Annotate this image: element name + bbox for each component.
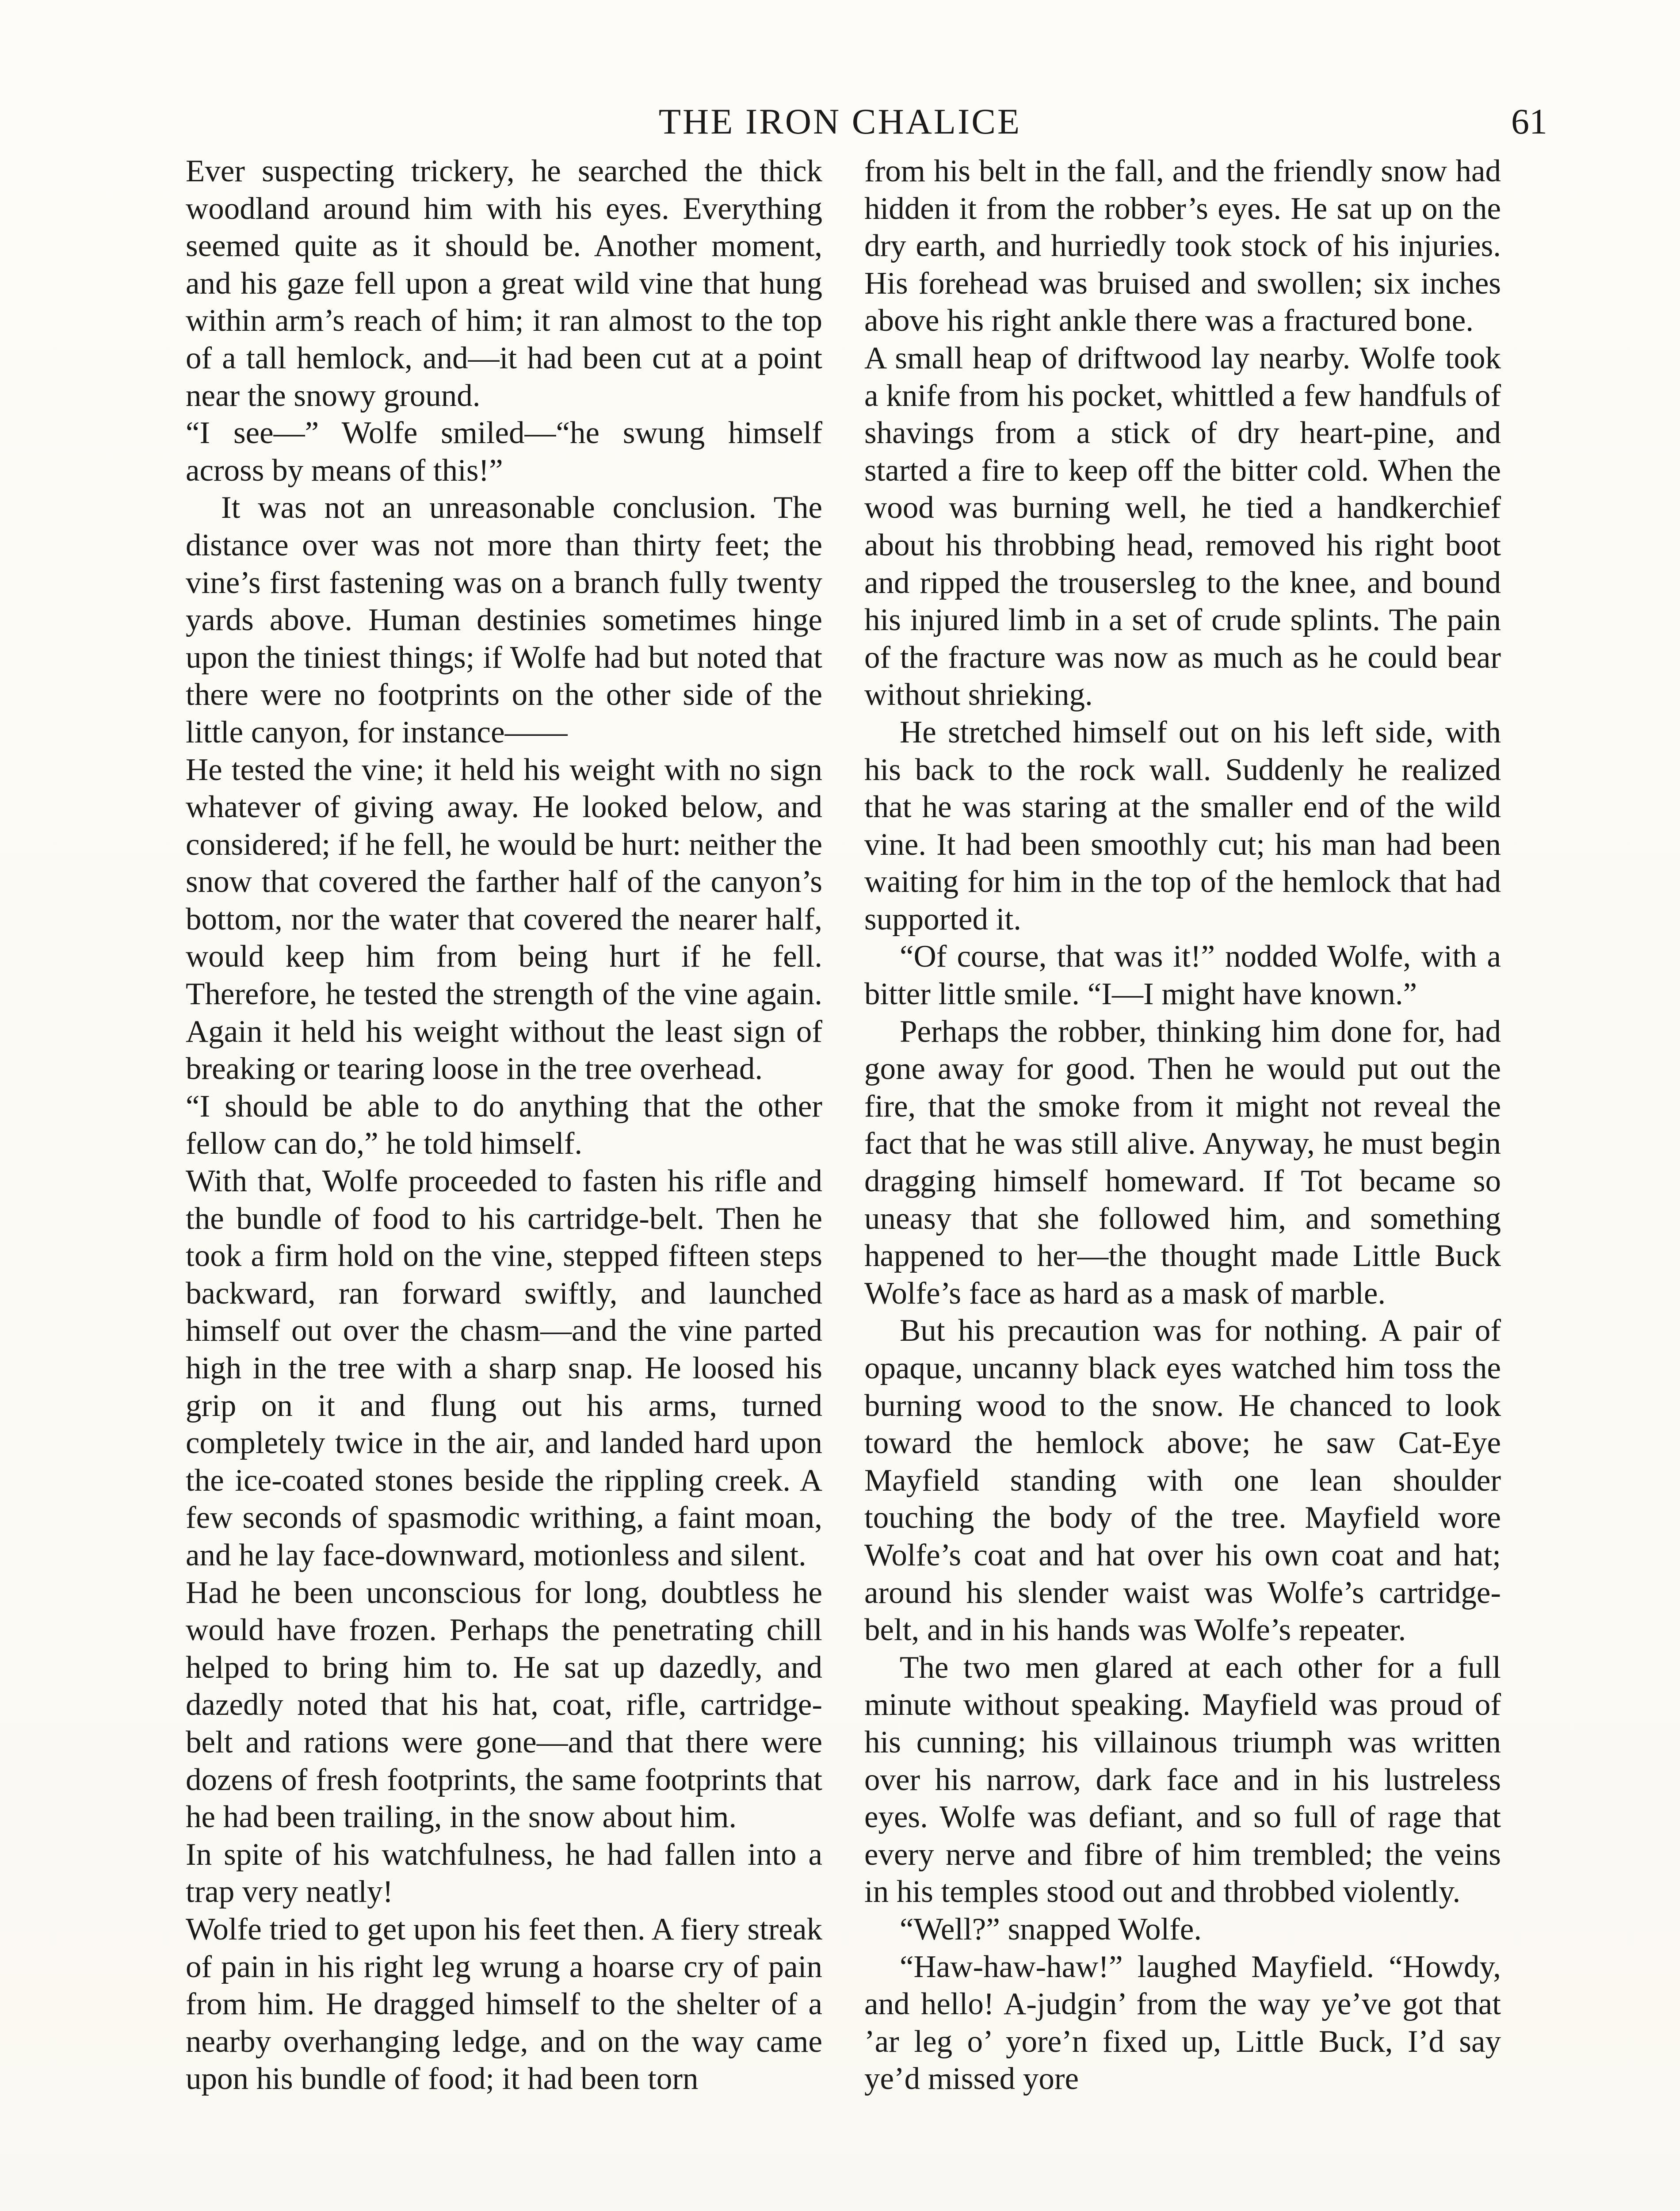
- running-header: [0, 95, 1680, 148]
- paragraph: “I see—” Wolfe smiled—“he swung himself across by means of this!”: [186, 416, 822, 488]
- paragraph: Wolfe tried to get upon his feet then. A fiery streak of pain in his right leg wrung a hoarse cry of pain from him. He dragged himself to the shelter of a nearby overhanging ledge, and on the way came upon his bundle of food; it had been torn: [186, 1912, 822, 2096]
- paragraph: In spite of his watchfulness, he had fallen into a trap very neatly!: [186, 1837, 822, 1909]
- paragraph: “Of course, that was it!” nodded Wolfe, with a bitter little smile. “I—I might have known.”: [864, 939, 1501, 1012]
- paragraph: The two men glared at each other for a full minute without speaking. Mayfield was proud of his cunning; his villainous triumph was written over his narrow, dark face and in his lustreless eyes. Wolfe was defiant, and so full of rage that every nerve and fibre of him trembled; the veins in his temples stood out and throbbed violently.: [864, 1650, 1501, 1909]
- page-number: 61: [1511, 101, 1547, 142]
- paragraph: Ever suspecting trickery, he searched the thick woodland around him with his eyes. Everything seemed quite as it should be. Another moment, and his gaze fell upon a great wild vine that hung within arm’s reach of him; it ran almost to the top of a tall hemlock, and—it had been cut at a point near the snowy ground.: [186, 154, 822, 413]
- paragraph: “Haw-haw-haw!” laughed Mayfield. “Howdy, and hello! A-judgin’ from the way ye’ve got that ’ar leg o’ yore’n fixed up, Little Buck, I’d say ye’d missed yore: [864, 1949, 1501, 2096]
- left-text-column: [186, 153, 822, 2211]
- paragraph: Had he been unconscious for long, doubtless he would have frozen. Perhaps the penetrating chill helped to bring him to. He sat up dazedly, and dazedly noted that his hat, coat, rifle, cartridge-belt and rations were gone—and that there were dozens of fresh footprints, the same footprints that he had been trailing, in the snow about him.: [186, 1575, 822, 1835]
- paragraph: “I should be able to do anything that the other fellow can do,” he told himself.: [186, 1089, 822, 1161]
- running-title: THE IRON CHALICE: [658, 101, 1022, 142]
- paragraph: It was not an unreasonable conclusion. The distance over was not more than thirty feet; the vine’s first fastening was on a branch fully twenty yards above. Human destinies sometimes hinge upon the tiniest things; if Wolfe had but noted that there were no footprints on the other side of the little canyon, for instance——: [186, 490, 822, 750]
- paragraph: from his belt in the fall, and the friendly snow had hidden it from the robber’s eyes. He sat up on the dry earth, and hurriedly took stock of his injuries. His forehead was bruised and swollen; six inches above his right ankle there was a fractured bone.: [864, 154, 1501, 338]
- paragraph: He stretched himself out on his left side, with his back to the rock wall. Suddenly he realized that he was staring at the smaller end of the wild vine. It had been smoothly cut; his man had been waiting for him in the top of the hemlock that had supported it.: [864, 715, 1501, 937]
- paragraph: With that, Wolfe proceeded to fasten his rifle and the bundle of food to his cartridge-belt. Then he took a firm hold on the vine, stepped fifteen steps backward, ran forward swiftly, and launched himself out over the chasm—and the vine parted high in the tree with a sharp snap. He loosed his grip on it and flung out his arms, turned completely twice in the air, and landed hard upon the ice-coated stones beside the rippling creek. A few seconds of spasmodic writhing, a faint moan, and he lay face-downward, motionless and silent.: [186, 1164, 822, 1572]
- right-text-column: [864, 153, 1501, 2211]
- paragraph: “Well?” snapped Wolfe.: [900, 1912, 1202, 1947]
- paragraph: Perhaps the robber, thinking him done for, had gone away for good. Then he would put out the fire, that the smoke from it might not reveal the fact that he was still alive. Anyway, he must begin dragging himself homeward. If Tot became so uneasy that she followed him, and something happened to her—the thought made Little Buck Wolfe’s face as hard as a mask of marble.: [864, 1014, 1501, 1311]
- paragraph: But his precaution was for nothing. A pair of opaque, uncanny black eyes watched him toss the burning wood to the snow. He chanced to look toward the hemlock above; he saw Cat-Eye Mayfield standing with one lean shoulder touching the body of the tree. Mayfield wore Wolfe’s coat and hat over his own coat and hat; around his slender waist was Wolfe’s cartridge-belt, and in his hands was Wolfe’s repeater.: [864, 1313, 1501, 1648]
- paragraph: He tested the vine; it held his weight with no sign whatever of giving away. He looked below, and considered; if he fell, he would be hurt: neither the snow that covered the farther half of the canyon’s bottom, nor the water that covered the nearer half, would keep him from being hurt if he fell. Therefore, he tested the strength of the vine again. Again it held his weight without the least sign of breaking or tearing loose in the tree overhead.: [186, 752, 822, 1086]
- paragraph: A small heap of driftwood lay nearby. Wolfe took a knife from his pocket, whittled a few handfuls of shavings from a stick of dry heart-pine, and started a fire to keep off the bitter cold. When the wood was burning well, he tied a handkerchief about his throbbing head, removed his right boot and ripped the trousersleg to the knee, and bound his injured limb in a set of crude splints. The pain of the fracture was now as much as he could bear without shrieking.: [864, 340, 1501, 712]
